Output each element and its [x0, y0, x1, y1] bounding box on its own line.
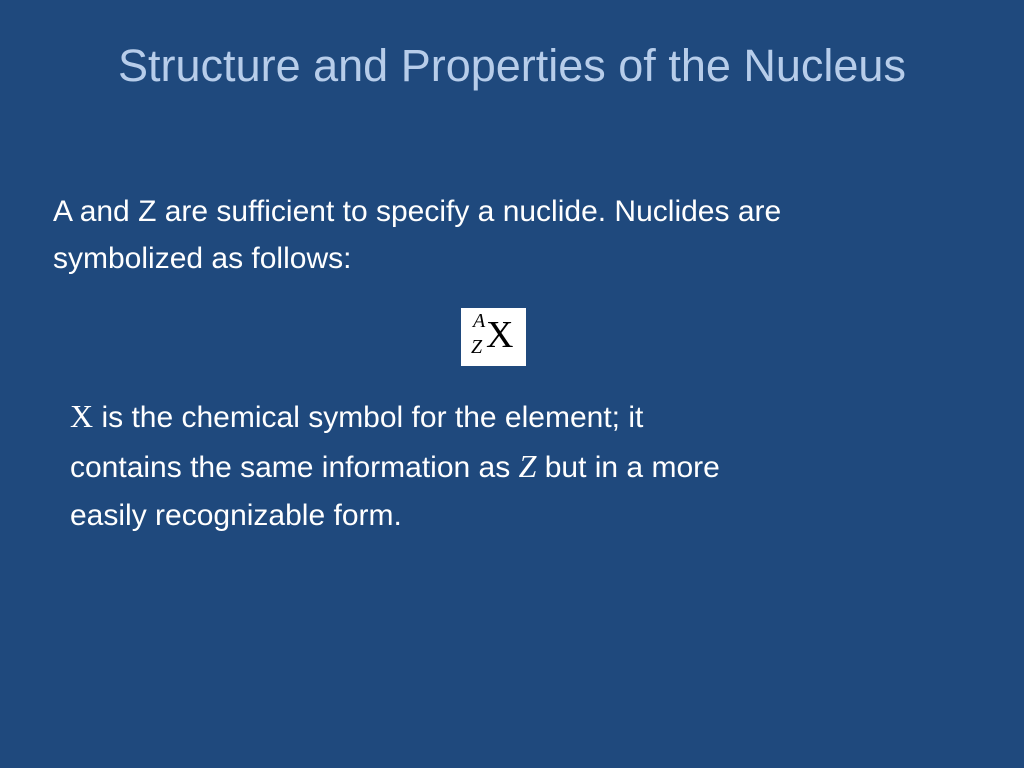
explanation-symbol-x: X — [70, 398, 94, 434]
intro-line-2: symbolized as follows: — [53, 242, 352, 275]
nuclide-notation-image — [461, 308, 526, 366]
intro-paragraph — [53, 188, 983, 282]
explanation-text-3: but in a more — [536, 451, 720, 484]
element-symbol: X — [486, 314, 514, 356]
explanation-text-1: is the chemical symbol for the element; it — [93, 401, 644, 434]
slide-title: Structure and Properties of the Nucleus — [118, 40, 906, 91]
mass-number-superscript: A — [473, 310, 486, 332]
explanation-text-4: easily recognizable form. — [70, 499, 402, 532]
atomic-number-subscript: Z — [471, 336, 483, 358]
intro-line-1: A and Z are sufficient to specify a nuclide. Nuclides are — [53, 195, 782, 228]
explanation-text-2: contains the same information as — [70, 451, 519, 484]
explanation-paragraph — [70, 392, 950, 540]
explanation-symbol-z: Z — [518, 448, 537, 484]
